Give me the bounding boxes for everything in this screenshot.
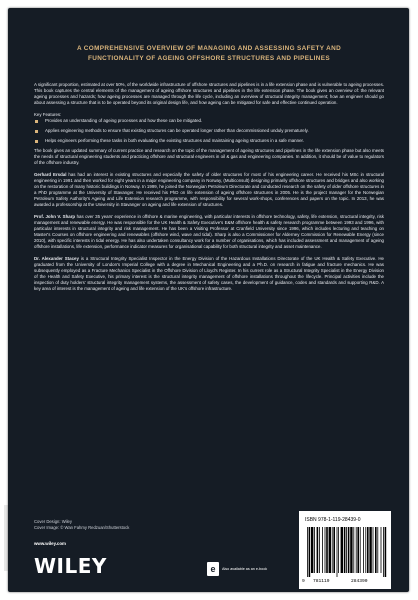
author-name: Gerhard Ersdal [34,172,67,177]
author-bio-text: has had an interest in existing structures and especially the safety of older structures for most of his engineering career. He received his MSc in structural engineering in 1991 and then worked for eight years in a major engineering company in Norway, (Multiconsult) designing primarily offshore structures and bridges and also working on the restoration of many historic buildings in Norway. In 1999, he joined the Norwegian Petroleum Directorate and conducted research on the safety of older offshore structures in a PhD programme at the University of Stavanger. He received his PhD on life extension of ageing offshore structures in 2005. He is the project manager for the Norwegian Petroleum Safety Authority's Ageing and Life Extension research programme, with responsibility for several work-shops, conferences and papers on the topic. In 2013, he was awarded a professorship at the University in Stavanger on ageing and life extension of structures. [34,172,384,207]
headline-line-2: FUNCTIONALITY OF AGEING OFFSHORE STRUCTURES AND PIPELINES [88,55,330,62]
cover-image-credit: Cover Image: © Wan Fahmy Redzuan/Shutterstock [34,524,130,530]
isbn-label: ISBN 978-1-119-28439-0 [305,517,361,523]
barcode-digits-right: 284390 [351,579,368,584]
ebook-icon: e [207,562,219,576]
author-name: Dr. Alexander Stacey [34,256,79,261]
key-features [34,112,384,144]
author-bio-text: is a Structural Integrity Specialist Inspector in the Energy Division of the Hazardous Installations Directorate of the UK Health & Safety Executive. He graduated from the University of London's Imperial College with a degree in Mechanical Engineering and a Ph.D. on research in fatigue and fracture mechanics. He was subsequently employed as a Fracture Mechanics Specialist in the Offshore Division of Lloyd's Register. In his current role as a Structural Integrity Specialist in the Energy Division of the Health and Safety Executive, his primary interest is the structural integrity management of offshore installations throughout the lifecycle. Principal activities include the inspection of duty holders' structural integrity management systems, the assessment of safety cases, the development of guidance, codes and standards and supporting R&D. A key area of interest is the management of ageing and life extension of the UK's offshore infrastructure. [34,256,384,291]
headline-line-1: A COMPREHENSIVE OVERVIEW OF MANAGING AND ASSESSING SAFETY AND [76,45,342,52]
summary-paragraph: The book gives an updated summary of current practice and research on the topic of the management of ageing structures and pipelines in the life extension phase but also meets the needs of structural engineering students and practicing offshore and structural engineers in oil & gas and engineering companies. In addition, it should be of value to regulators of the offshore industry. [34,148,384,165]
key-feature-item: Helps engineers performing these tasks in both evaluating the existing structures and maintaining ageing structures in a safe manner. [41,138,384,144]
barcode-digits-left: 781119 [313,579,330,584]
key-feature-item: Provides an understanding of ageing processes and how these can be mitigated. [41,118,384,124]
ebook-badge [207,562,270,576]
headline [28,44,390,64]
barcode-digit-first: 9 [302,579,305,584]
cover-credits [34,519,129,530]
blurb [34,82,384,292]
key-features-title: Key Features: [34,112,62,117]
isbn-barcode-box [299,511,391,589]
key-features-list [34,118,384,144]
publisher-url: www.wiley.com [34,541,66,546]
publisher-logo: WILEY [34,554,107,578]
ebook-text: Also available as an e-book [222,566,268,571]
author-name: Prof. John V. Sharp [34,214,76,219]
intro-paragraph: A significant proportion, estimated at over 50%, of the worldwide infrastructure of offshore structures and pipelines is in a life extension phase and is vulnerable to ageing processes. This book captures the central elements of the management of ageing offshore structures and pipelines in the life extension phase. The book gives an overview of: the relevant ageing processes and hazards; how ageing processes are managed through the life cycle, including an overview of structural integrity management; how an engineer should go about assessing a structure that is to be operated beyond its original design life, and how ageing can be mitigated for safe and effective continued operation. [34,82,384,105]
author-bio-stacey [34,256,384,292]
author-bio-sharp [34,214,384,250]
cover-design-credit: Cover Design: Wiley [34,519,72,524]
author-bio-text: has over 35 years' experience in offshore & marine engineering, with particular interests in offshore technology, safety, life extension, structural integrity, risk management and renewable energy. He was responsible for the UK Health & Safety Executive's E&M offshore health & safety research programme between 1993 and 1996, with particular interests in structural integrity and risk management. He has been a Visiting Professor at Cranfield University since 1996, which includes lecturing and teaching on Master's Courses on offshore engineering and renewables (offshore wind, wave and tidal). Sharp is also a Commissioner for Alderney Commission for Renewable Energy (since 2010), with specific interests in tidal energy. He has also undertaken consultancy work for a number of organisations, which has included assessment and management of ageing offshore installations, life extension, performance indicator measures for organisational capability for both structural integrity and asset maintenance. [34,214,384,249]
author-bio-ersdal [34,172,384,208]
key-feature-item: Applies engineering methods to ensure that existing structures can be operated longer rather than decommissioned unduly prematurely. [41,128,384,134]
barcode-icon [305,527,387,577]
book-back-cover [8,8,409,592]
